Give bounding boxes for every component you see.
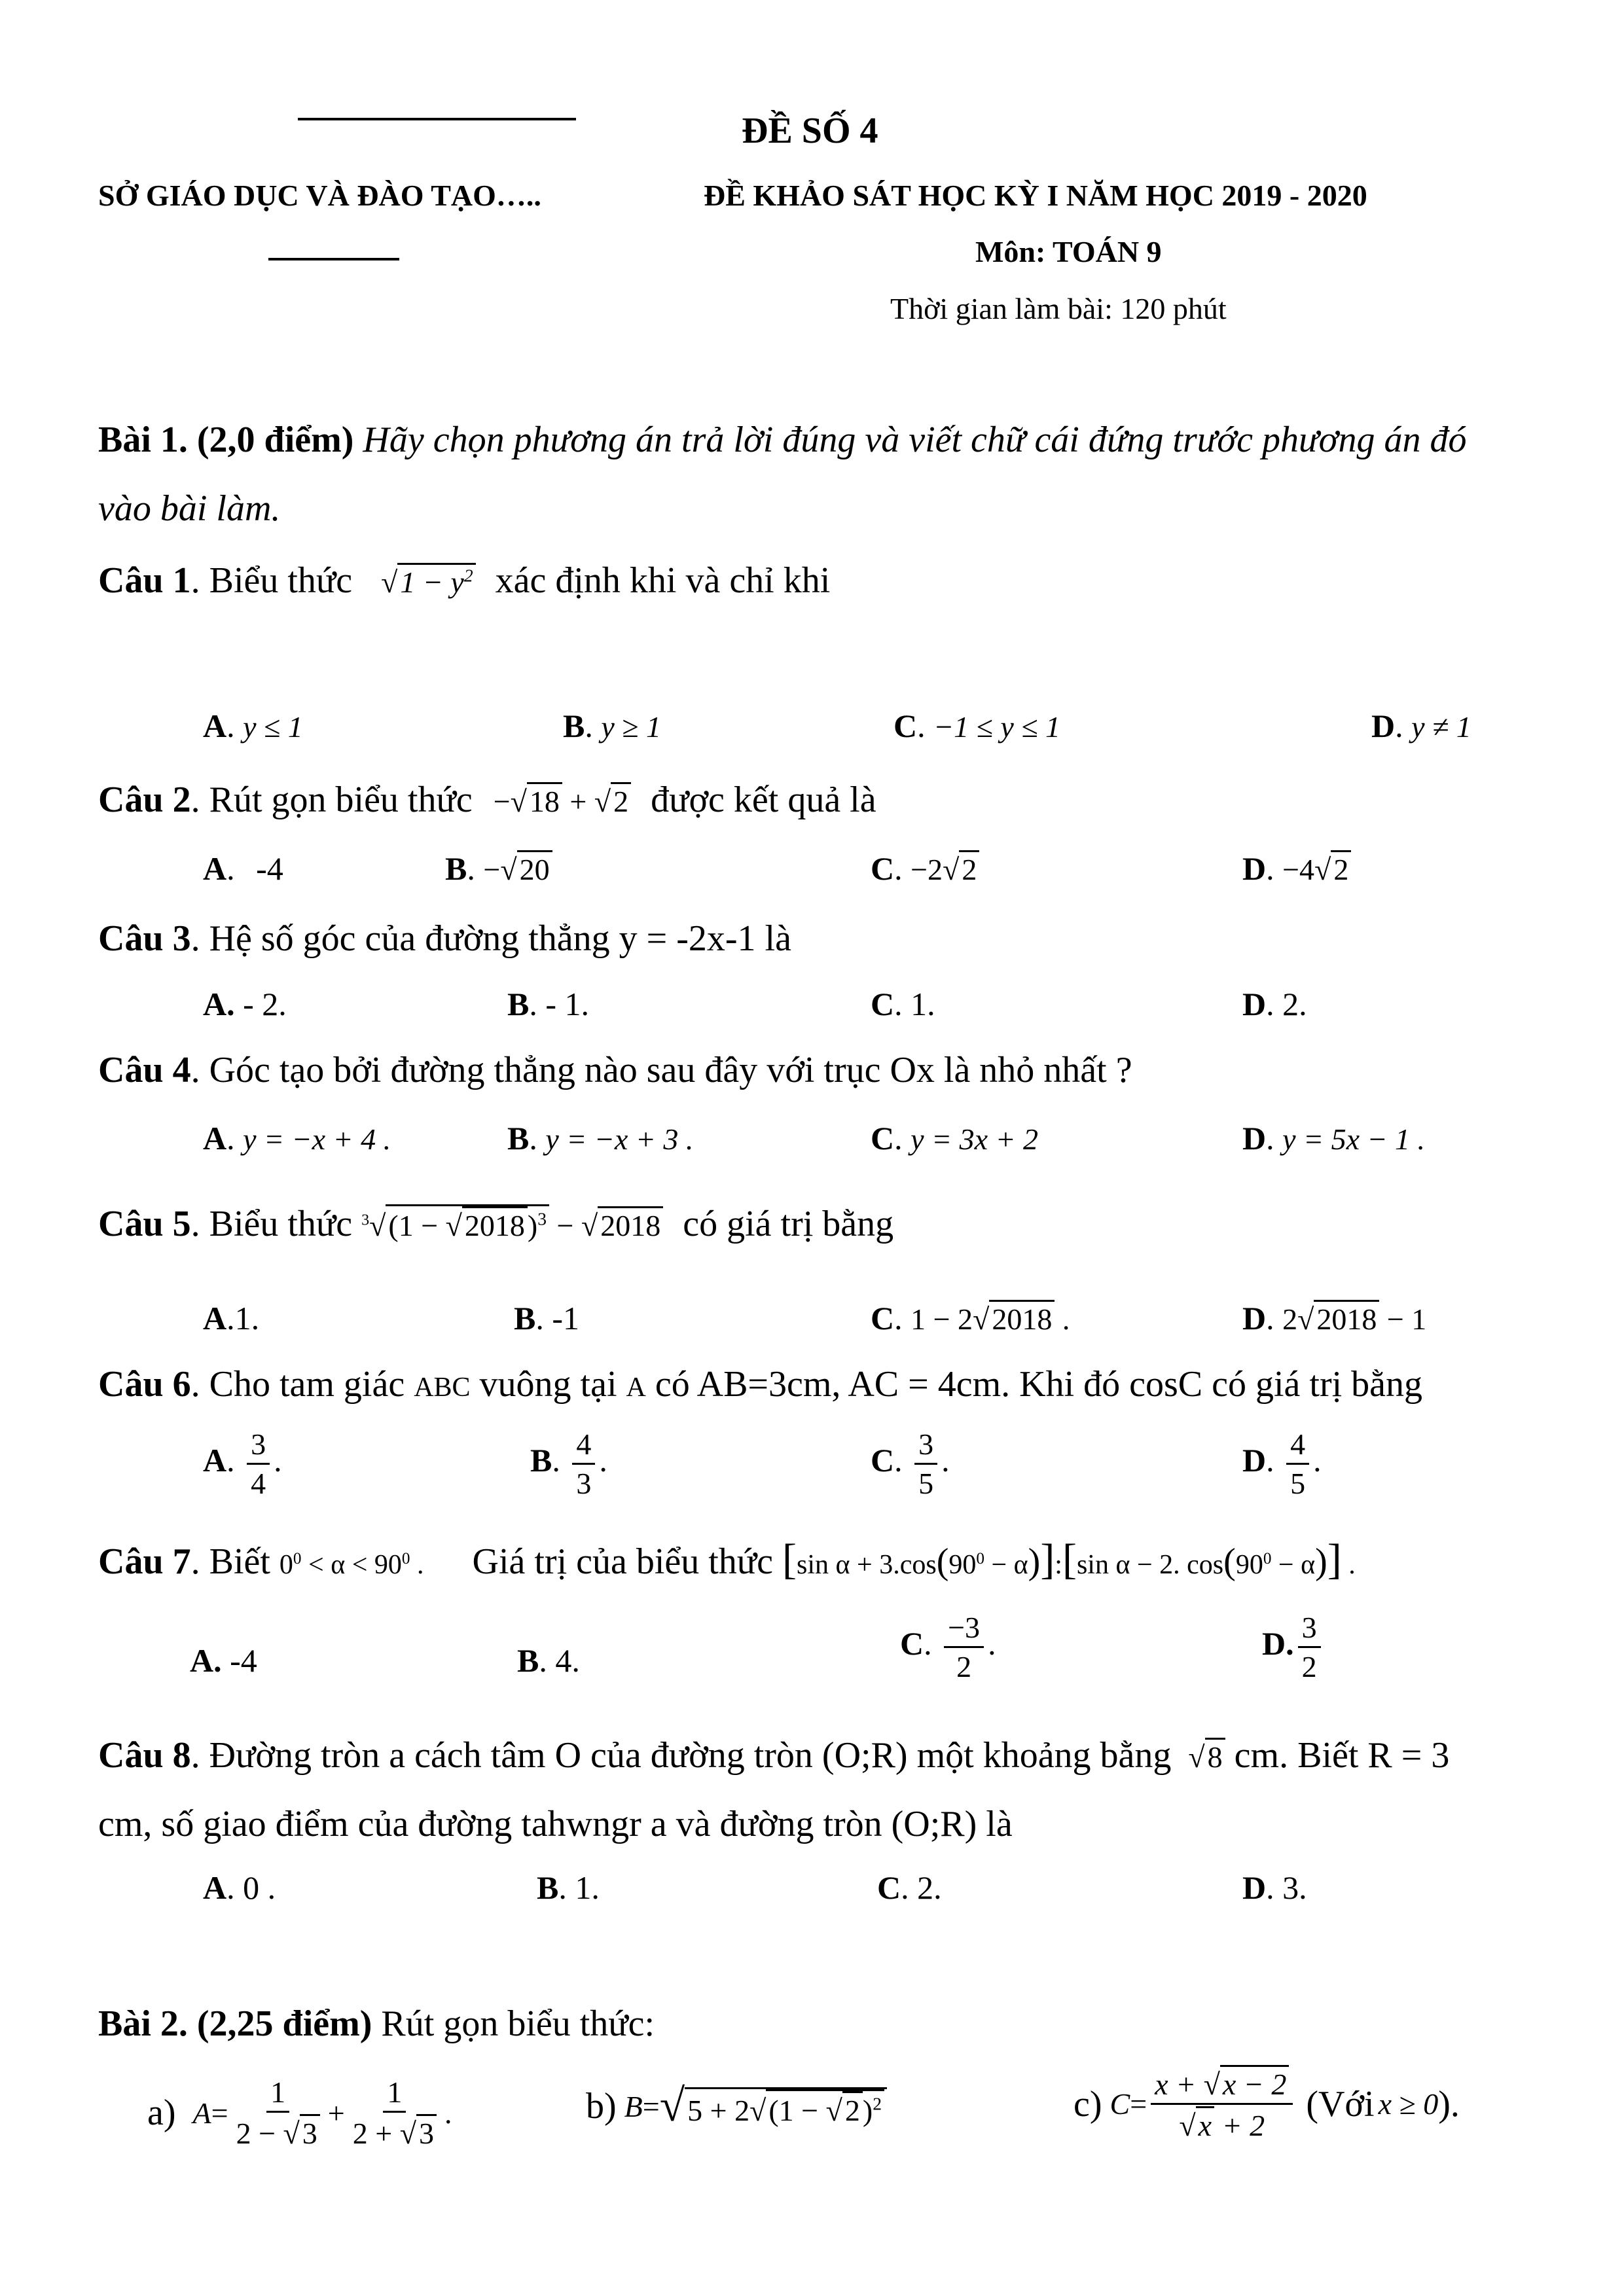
cau1-opt-a[interactable] <box>203 707 303 745</box>
Cd2: + 2 <box>1214 2109 1265 2142</box>
opt-key: D. <box>1262 1624 1294 1662</box>
cau5-stem <box>98 1203 893 1245</box>
cau8-opt-a[interactable] <box>203 1869 276 1907</box>
dot: . <box>274 1441 282 1479</box>
opt-sep: . <box>894 1441 911 1479</box>
opt-key: A <box>203 850 227 887</box>
opt-key: D <box>1242 1120 1267 1157</box>
den1a: 2 − <box>236 2117 283 2150</box>
cau3-opt-a[interactable] <box>203 985 287 1023</box>
opt-key: A. <box>190 1642 222 1679</box>
den: 5 <box>1290 1467 1306 1500</box>
cau2-expr: −√18 + √2 <box>494 785 631 818</box>
opt-key: C <box>871 986 895 1022</box>
d5post: − 1 <box>1379 1302 1427 1336</box>
q5minus: − <box>549 1209 581 1242</box>
den: 4 <box>251 1467 266 1500</box>
dot: . <box>1313 1441 1322 1479</box>
frac-4-5 <box>1286 1427 1309 1501</box>
den: 3 <box>576 1467 592 1500</box>
den2a: 2 + <box>352 2117 400 2150</box>
cau5-opt-a[interactable] <box>203 1299 259 1337</box>
opt-key: D <box>1242 1441 1267 1479</box>
e3: − α <box>984 1550 1028 1580</box>
c-note-post: ). <box>1438 2083 1460 2125</box>
bai2-heading: Bài 2. (2,25 điểm) <box>98 2003 372 2044</box>
num: 3 <box>1298 1610 1321 1648</box>
den: 2 + √3 <box>349 2113 441 2151</box>
frac-3-4 <box>247 1427 270 1501</box>
opt-sep: . <box>226 1441 244 1479</box>
opt-text: . - 1. <box>529 986 590 1022</box>
Cr: x − 2 <box>1220 2065 1289 2102</box>
opt-key: D <box>1242 1869 1267 1906</box>
q2plus: + <box>562 785 594 818</box>
num: 3 <box>914 1427 937 1465</box>
opt-key: A <box>203 1120 227 1157</box>
cau7-before: . Biết <box>190 1541 270 1582</box>
opt-key: A <box>203 1300 227 1336</box>
cau3-label: Câu 3 <box>98 918 191 959</box>
opt-sep: . <box>1266 1120 1283 1157</box>
cau1-expr: $√1 - y^2$ <box>381 565 476 599</box>
num: −3 <box>944 1610 984 1648</box>
den1b: 3 <box>300 2114 320 2151</box>
opt-math: 1 − 2√2018 . <box>911 1302 1070 1336</box>
frac-neg3-2 <box>944 1610 984 1684</box>
cau8-before: . Đường tròn a cách tâm O của đường tròn (O;R) một khoảng bằng <box>190 1735 1172 1776</box>
q5r2: 2018 <box>598 1206 663 1243</box>
c-b: < α < 90 <box>301 1550 402 1580</box>
cau2-stem <box>98 779 876 821</box>
cau1-opt-b[interactable] <box>563 707 661 745</box>
cau7-cond <box>280 1550 424 1580</box>
opt-key: B <box>445 850 467 887</box>
deg: 0 <box>976 1550 984 1568</box>
opt-sep: . <box>1266 1441 1283 1479</box>
opt-math: −2√2 <box>911 853 979 886</box>
dot: . <box>988 1624 996 1662</box>
d2r: 2 <box>1331 850 1351 887</box>
cau4-label: Câu 4 <box>98 1050 191 1090</box>
opt-key: A <box>203 1869 227 1906</box>
opt-sep: . <box>1266 1300 1283 1336</box>
opt-text: . -1 <box>535 1300 580 1336</box>
subject-label: Môn <box>975 235 1036 268</box>
cau6-opt-c[interactable] <box>871 1427 950 1501</box>
c-cond: x ≥ 0 <box>1378 2087 1439 2121</box>
x1: 1 − y <box>400 565 464 599</box>
cau6-opt-d[interactable] <box>1242 1427 1322 1501</box>
num: 1 <box>266 2075 289 2113</box>
cau6-mid2: vuông tại <box>479 1364 617 1405</box>
subject: : TOÁN 9 <box>1036 235 1162 268</box>
cau2-opt-d[interactable] <box>1242 850 1351 888</box>
subject-line <box>975 234 1162 269</box>
cau6-stem <box>98 1363 1422 1405</box>
opt-math: y = −x + 4 . <box>243 1122 391 1156</box>
opt-text: . 1. <box>894 986 935 1022</box>
opt-text: . 0 . <box>226 1869 276 1906</box>
opt-key: A <box>203 708 227 744</box>
c2pre: −2 <box>911 853 943 886</box>
cau1-opt-d[interactable] <box>1371 707 1471 745</box>
opt-math: y = 5x − 1 . <box>1282 1122 1426 1156</box>
part-a-label: a) <box>147 2092 176 2133</box>
cau2-before: . Rút gọn biểu thức <box>190 780 473 820</box>
cau4-stem <box>98 1049 1132 1091</box>
num: x + √x − 2 <box>1151 2065 1293 2105</box>
opt-text: . 4. <box>539 1642 580 1679</box>
opt-sep: . <box>1266 850 1283 887</box>
den2b: 3 <box>416 2114 437 2151</box>
cau4-opt-b[interactable] <box>507 1119 693 1157</box>
num: 3 <box>247 1427 270 1465</box>
cau6-before: . Cho tam giác <box>190 1364 405 1405</box>
cau4-opt-c[interactable] <box>871 1119 1038 1157</box>
opt-text: .1. <box>226 1300 260 1336</box>
opt-key: C <box>871 1120 895 1157</box>
opt-sep: . <box>894 1300 911 1336</box>
part-c-label: c) <box>1074 2083 1102 2125</box>
cau8-opt-c[interactable] <box>877 1869 942 1907</box>
department: SỞ GIÁO DỤC VÀ ĐÀO TẠO….. <box>98 179 541 212</box>
opt-math: −4√2 <box>1282 853 1351 886</box>
frac-a1 <box>232 2075 324 2151</box>
cau7-opt-d[interactable] <box>1262 1610 1325 1684</box>
cau7-label: Câu 7 <box>98 1541 191 1582</box>
opt-math: 2√2018 − 1 <box>1282 1302 1426 1336</box>
opt-key: B <box>514 1300 536 1336</box>
cau8-opt-d[interactable] <box>1242 1869 1307 1907</box>
cau6-after: có AB=3cm, AC = 4cm. Khi đó cosC có giá trị bằng <box>655 1364 1423 1405</box>
frac-3-2 <box>1298 1610 1321 1684</box>
B5: 5 + 2 <box>687 2094 750 2127</box>
e1: sin α + 3.cos <box>797 1550 937 1580</box>
num: 4 <box>572 1427 595 1465</box>
opt-key: D <box>1242 850 1267 887</box>
cau5-before: . Biểu thức <box>190 1204 353 1244</box>
opt-key: B <box>507 986 530 1022</box>
opt-text: -4 <box>221 1642 257 1679</box>
opt-text: . 2. <box>901 1869 942 1906</box>
bai1-line1 <box>98 419 1466 461</box>
opt-key: B <box>507 1120 530 1157</box>
opt-key: D <box>1242 1300 1267 1336</box>
cau1-after: xác định khi và chỉ khi <box>495 560 831 601</box>
cau2-opt-c[interactable] <box>871 850 979 888</box>
opt-key: B <box>563 708 585 744</box>
b2r: 20 <box>517 850 552 887</box>
opt-sep: . <box>226 850 244 887</box>
colon: : <box>1055 1550 1062 1580</box>
opt-math: y ≠ 1 <box>1411 710 1471 744</box>
cau1-stem <box>98 560 830 601</box>
c5post: . <box>1055 1302 1070 1336</box>
b2pre: − <box>483 853 501 886</box>
cau4-before: . Góc tạo bởi đường thẳng nào sau đây với trục Ox là nhỏ nhất ? <box>190 1050 1132 1090</box>
frac-c <box>1151 2065 1293 2143</box>
dot: . <box>599 1441 607 1479</box>
opt-text: . 3. <box>1266 1869 1307 1906</box>
cau1-before: . Biểu thức <box>190 560 353 601</box>
e2: 90 <box>1235 1550 1263 1580</box>
c-a: 0 <box>279 1550 293 1580</box>
opt-math: −1 ≤ y ≤ 1 <box>933 710 1061 744</box>
bai1-instruction: Hãy chọn phương án trả lời đúng và viết chữ cái đứng trước phương án đó <box>353 420 1467 460</box>
den: 5 <box>918 1467 934 1500</box>
cau4-opt-d[interactable] <box>1242 1119 1425 1157</box>
e4: sin α − 2. cos <box>1076 1550 1224 1580</box>
den: 2 − √3 <box>232 2113 324 2151</box>
opt-math: −√20 <box>483 853 552 886</box>
c-end: . <box>410 1550 424 1580</box>
q2r1: 18 <box>527 782 562 819</box>
e3: − α <box>1271 1550 1316 1580</box>
cau8-expr: √8 <box>1188 1740 1225 1774</box>
cau6-opt-b[interactable] <box>530 1427 607 1501</box>
cau6-abc: ABC <box>414 1372 471 1403</box>
opt-math: y ≤ 1 <box>243 710 303 744</box>
cau8-stem <box>98 1734 1449 1776</box>
b-expr: $√5 + 2√(1 - √2)^2$ <box>660 2080 887 2132</box>
opt-sep: . <box>529 1120 546 1157</box>
opt-sep: . <box>894 1120 911 1157</box>
cau5-opt-b[interactable] <box>514 1299 579 1337</box>
deg: 0 <box>1263 1550 1272 1568</box>
c5pre: 1 − 2 <box>911 1302 973 1336</box>
opt-sep: . <box>226 708 244 744</box>
var-C: C <box>1110 2087 1130 2121</box>
den: 2 <box>1301 1650 1317 1683</box>
cau5-opt-d[interactable] <box>1242 1299 1426 1337</box>
Bexp: 2 <box>873 2093 882 2114</box>
cau3-opt-b[interactable] <box>507 985 589 1023</box>
opt-key: B <box>517 1642 539 1679</box>
cau7-opt-c[interactable] <box>900 1610 996 1684</box>
opt-math: y = 3x + 2 <box>911 1122 1039 1156</box>
opt-sep: . <box>226 1120 244 1157</box>
cau1-label: Câu 1 <box>98 560 191 601</box>
eq: = <box>1130 2087 1147 2121</box>
c-note-pre: (Với <box>1306 2083 1375 2125</box>
opt-text: - 2. <box>234 986 287 1022</box>
dot: . <box>444 2096 452 2130</box>
bai2-line <box>98 2003 655 2045</box>
cau5-after: có giá trị bằng <box>683 1204 894 1244</box>
opt-key: A <box>203 1441 227 1479</box>
cau3-opt-d[interactable] <box>1242 985 1307 1023</box>
dot: . <box>941 1441 950 1479</box>
q5idx: 3 <box>361 1211 370 1229</box>
opt-key: B <box>530 1441 552 1479</box>
q8r: 8 <box>1205 1738 1225 1774</box>
cau5-opt-c[interactable] <box>871 1299 1070 1337</box>
opt-sep: . <box>467 850 484 887</box>
cau7-opt-a[interactable] <box>190 1641 257 1679</box>
cau8-opt-b[interactable] <box>537 1869 600 1907</box>
deg: 0 <box>401 1550 410 1568</box>
cau2-opt-a[interactable] <box>203 850 283 888</box>
opt-text: . 2. <box>1266 986 1307 1022</box>
q5exp: 3 <box>537 1208 547 1229</box>
var-A: A <box>192 2096 211 2130</box>
opt-key: C <box>871 850 895 887</box>
Cdr: x <box>1196 2106 1214 2143</box>
bai1-heading: Bài 1. (2,0 điểm) <box>98 420 354 460</box>
bai2-part-a <box>147 2075 452 2151</box>
cau2-after: được kết quả là <box>651 780 876 820</box>
frac-3-5 <box>914 1427 937 1501</box>
opt-sep: . <box>552 1441 569 1479</box>
x1sup: 2 <box>463 565 473 586</box>
cau2-label: Câu 2 <box>98 780 191 820</box>
cau5-label: Câu 5 <box>98 1204 191 1244</box>
cau3-before: . Hệ số góc của đường thẳng y = -2x-1 là <box>190 918 791 959</box>
exam-number: ĐỀ SỐ 4 <box>742 111 878 151</box>
opt-key: D <box>1371 708 1396 744</box>
time-allowed: Thời gian làm bài: 120 phút <box>890 292 1227 325</box>
opt-sep: . <box>585 708 602 744</box>
eq: = <box>211 2096 228 2130</box>
cau6-label: Câu 6 <box>98 1364 191 1405</box>
opt-key: B <box>537 1869 559 1906</box>
frac-a2 <box>349 2075 441 2151</box>
opt-sep: . <box>924 1624 941 1662</box>
cau2-opt-b[interactable] <box>445 850 552 888</box>
d5r: 2018 <box>1314 1300 1379 1336</box>
opt-key: C <box>877 1869 901 1906</box>
cau6-a: A <box>626 1372 646 1403</box>
c5r: 2018 <box>989 1300 1055 1336</box>
bai2-part-b <box>586 2080 887 2132</box>
den: 2 <box>956 1650 972 1683</box>
num: 4 <box>1286 1427 1309 1465</box>
exam-title: ĐỀ KHẢO SÁT HỌC KỲ I NĂM HỌC 2019 - 2020 <box>704 179 1367 212</box>
deg: 0 <box>293 1550 302 1568</box>
cau3-opt-c[interactable] <box>871 985 935 1023</box>
cau8-after: cm. Biết R = 3 <box>1234 1735 1450 1776</box>
eq: = <box>642 2089 660 2123</box>
cau7-stem <box>98 1535 1356 1585</box>
B1: 1 − <box>778 2094 826 2127</box>
e2: 90 <box>948 1550 977 1580</box>
d2pre: −4 <box>1282 853 1315 886</box>
opt-sep: . <box>1395 708 1412 744</box>
frac-4-3 <box>572 1427 595 1501</box>
var-B: B <box>624 2089 643 2123</box>
cau7-after: Giá trị của biểu thức <box>472 1541 774 1582</box>
q5a: 1 − <box>398 1209 446 1242</box>
opt-key: C <box>900 1624 924 1662</box>
cau7-opt-b[interactable] <box>517 1641 580 1679</box>
num: 1 <box>383 2075 406 2113</box>
opt-math: y ≥ 1 <box>601 710 662 744</box>
den: √x + 2 <box>1175 2105 1269 2143</box>
plus: + <box>327 2096 345 2130</box>
opt-sep: . <box>894 850 911 887</box>
cau6-opt-a[interactable] <box>203 1427 282 1501</box>
opt-key: A. <box>203 986 235 1022</box>
cau7-expr: [sin $\alpha + 3.\cos(90^0$ − α)]:[sin α − 2. $\cos(90^0 - \alpha)$] . <box>782 1535 1356 1583</box>
bai2-part-c <box>1074 2065 1460 2143</box>
cau8-line2: cm, số giao điểm của đường tahwngr a và đường tròn (O;R) là <box>98 1804 1013 1844</box>
header-rule-top <box>298 118 576 120</box>
q5r: 2018 <box>462 1206 528 1243</box>
header-rule-short <box>268 258 399 260</box>
cau8-label: Câu 8 <box>98 1735 191 1776</box>
opt-key: C <box>871 1300 895 1336</box>
cau5-expr: $^3√(1 - √2018)^3 - √2018$ <box>361 1209 663 1242</box>
opt-text: -4 <box>256 850 283 887</box>
opt-math: y = −x + 3 . <box>545 1122 694 1156</box>
q2pre: − <box>493 785 511 818</box>
part-b-label: b) <box>586 2086 617 2126</box>
B2: 2 <box>842 2091 863 2128</box>
e-end: . <box>1341 1550 1356 1580</box>
q2r2: 2 <box>611 782 631 819</box>
opt-text: . 1. <box>558 1869 600 1906</box>
cau3-stem <box>98 918 791 960</box>
cau4-opt-a[interactable] <box>203 1119 391 1157</box>
cau1-opt-c[interactable] <box>893 707 1060 745</box>
opt-sep: . <box>917 708 934 744</box>
bai1-instruction-line2: vào bài làm. <box>98 488 281 529</box>
Cx: x + <box>1155 2068 1204 2101</box>
opt-key: C <box>893 708 918 744</box>
bai2-instruction: Rút gọn biểu thức: <box>372 2003 655 2044</box>
opt-key: C <box>871 1441 895 1479</box>
c2r: 2 <box>959 850 979 887</box>
opt-key: D <box>1242 986 1267 1022</box>
d5pre: 2 <box>1282 1302 1298 1336</box>
